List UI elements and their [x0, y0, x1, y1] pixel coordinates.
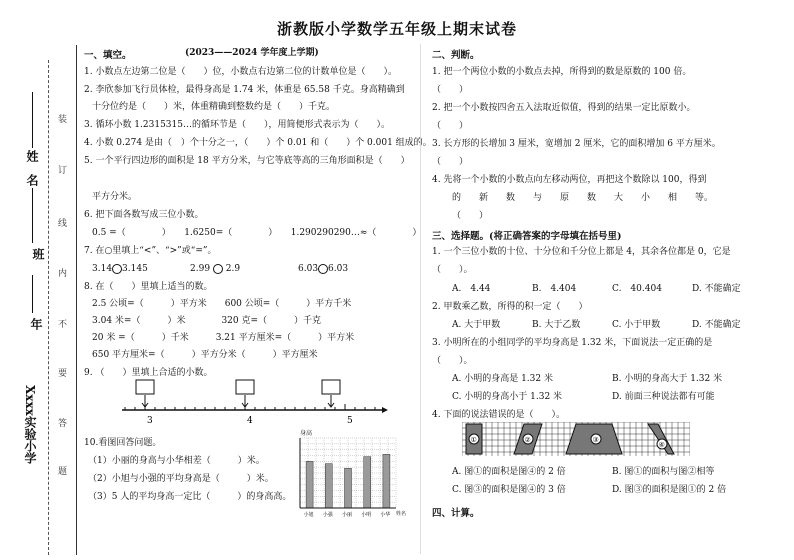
fill-q8-row2: 3.04 米=（ ）米 320 克=（ ）千克 [92, 316, 322, 326]
fill-q10-1: （1）小丽的身高与小华相差（ ）米。 [88, 456, 265, 466]
answer-box[interactable] [236, 380, 254, 394]
judge-paren[interactable]: （ ） [452, 211, 489, 221]
fill-q10: 10.看图回答问题。 [84, 438, 162, 448]
bind-solid-line [76, 45, 77, 555]
chart-xlabel: 姓名 [396, 511, 407, 517]
fill-q5-cont: 平方分米。 [92, 192, 138, 202]
choice-paren[interactable]: （ ）。 [432, 265, 473, 275]
bind-char: 订 [58, 166, 68, 176]
bind-char: 答 [58, 419, 68, 429]
chart-bar [325, 464, 332, 508]
bind-char: 要 [58, 369, 68, 379]
chart-bar [364, 457, 371, 508]
number-line [110, 378, 390, 428]
fill-q10-2: （2）小旭与小强的平均身高是（ ）米。 [88, 474, 274, 484]
chart-category-label: 小强 [322, 512, 333, 518]
choice-option: A. 大于甲数 [452, 320, 501, 330]
choice-q1: 1. 一个三位小数的十位、十分位和千分位上都是 4，其余各位都是 0，它是 [432, 247, 731, 257]
answer-box[interactable] [136, 380, 154, 394]
name-line [32, 92, 33, 148]
compare-item-1: 3.14 3.145 [92, 264, 148, 274]
chart-bar [306, 461, 313, 508]
fill-q8-row3: 20 米 =（ ）千米 3.21 平方厘米=（ ）平方米 [92, 333, 355, 343]
judge-q2: 2. 把一个小数按四舍五入法取近似值，得到的结果一定比原数小。 [432, 103, 696, 113]
side-grade-label: 年 [29, 318, 43, 330]
compare-circle[interactable] [213, 264, 223, 274]
tick-label: 4 [247, 416, 253, 426]
choice-option: A. 图①的面积是图④的 2 倍 [452, 467, 566, 477]
fill-q6-items: 0.5 =（ ） 1.6250=（ ） 1.290290290…≈（ ） [92, 228, 422, 238]
page-title: 浙教版小学数学五年级上期末试卷 [276, 20, 517, 38]
shape-label: ④ [658, 441, 665, 449]
choice-option: B. 大于乙数 [532, 320, 581, 330]
chart-bar [383, 454, 390, 508]
shapes-grid-figure [462, 422, 690, 458]
tick-group [125, 404, 375, 410]
shape-label: ③ [592, 436, 599, 444]
choice-option: D. 前面三种说法都有可能 [612, 392, 715, 402]
choice-option: A. 小明的身高是 1.32 米 [452, 374, 553, 384]
judge-q4-cont: 的 新 数 与 原 数 大 小 相 等。 [452, 193, 714, 203]
side-name-label: 姓 名 [25, 150, 39, 186]
tick-label: 5 [347, 416, 353, 426]
choice-paren[interactable]: （ ）。 [432, 356, 473, 366]
fill-q8-row4: 650 平方厘米=（ ）平方分米（ ）平方厘米 [92, 350, 318, 360]
choice-option: D. 不能确定 [692, 284, 741, 294]
fill-q4: 4. 小数 0.274 是由（ ）个十分之一，（ ）个 0.01 和（ ）个 0.001 组成的。 [84, 138, 432, 148]
bind-char: 不 [58, 320, 68, 330]
fill-q2-cont: 十分位约是（ ）米，体重精确到整数约是（ ）千克。 [92, 102, 336, 112]
side-school-label: Xxxx实验小学 [23, 385, 37, 464]
tick-label: 3 [147, 416, 153, 426]
bind-char: 题 [58, 467, 68, 477]
choice-option: C. 40.404 [612, 284, 662, 294]
section-fill-blank: 一、填空。 [84, 50, 132, 61]
compare-item-2: 2.99 2.9̇ [190, 264, 241, 274]
fill-q2: 2. 李欣参加飞行员体检，最得身高是 1.74 米，体重是 65.58 千克。身高精确到 [84, 85, 405, 95]
choice-option: D. 不能确定 [692, 320, 741, 330]
school-year: (2023——2024 学年度上学期) [185, 48, 319, 58]
choice-option: C. 图③的面积是图④的 3 倍 [452, 485, 566, 495]
fill-q10-3: （3）5 人的平均身高一定比（ ）的身高高。 [88, 492, 292, 502]
bind-char: 装 [58, 115, 68, 125]
grade-line [32, 275, 33, 313]
judge-q3: 3. 长方形的长增加 3 厘米，宽增加 2 厘米，它的面积增加 6 平方厘米。 [432, 139, 721, 149]
choice-option: B. 图①的面积与图②相等 [612, 467, 715, 477]
chart-category-label: 小华 [380, 512, 391, 518]
chart-category-label: 小明 [361, 512, 372, 518]
choice-option: C. 小于甲数 [612, 320, 661, 330]
section-judge: 二、判断。 [432, 50, 480, 61]
judge-paren[interactable]: （ ） [432, 85, 469, 95]
height-bar-chart [284, 428, 410, 520]
compare-circle[interactable] [318, 264, 328, 274]
section-calc: 四、计算。 [432, 508, 480, 519]
fill-q8-row1: 2.5 公顷=（ ）平方米 600 公顷=（ ）平方千米 [92, 299, 352, 309]
compare-item-3: 6.0̇3̇ 6.0̇3 [298, 264, 349, 274]
choice-q3: 3. 小明所在的小组同学的平均身高是 1.32 米，下面说法一定正确的是 [432, 338, 713, 348]
fill-q8: 8. 在（ ）里填上适当的数。 [84, 282, 213, 292]
bind-char: 线 [58, 219, 68, 229]
section-choice: 三、选择题。(将正确答案的字母填在括号里) [432, 231, 622, 242]
choice-option: D. 图③的面积是图①的 2 倍 [612, 485, 727, 495]
shape-label: ① [470, 436, 477, 444]
judge-q1: 1. 把一个两位小数的小数点去掉，所得到的数是原数的 100 倍。 [432, 67, 692, 77]
bind-dash-line-outer [48, 60, 49, 555]
fill-q7: 7. 在○里填上“<”、“>”或“=”。 [84, 246, 217, 256]
side-class-label: 班 [31, 248, 45, 260]
judge-q4: 4. 先将一个小数的小数点向左移动两位，再把这个数除以 100，得到 [432, 175, 707, 185]
fill-q9: 9. （ ）里填上合适的小数。 [84, 368, 213, 378]
fill-q1: 1. 小数点左边第二位是（ ）位，小数点右边第二位的计数单位是（ ）。 [84, 67, 397, 77]
fill-q5: 5. 一个平行四边形的面积是 18 平方分米，与它等底等高的三角形面积是（ ） [84, 156, 410, 166]
chart-title: 身高 [300, 430, 313, 437]
chart-category-label: 小丽 [342, 512, 353, 518]
choice-option: A. 4.44 [452, 284, 491, 294]
answer-box[interactable] [322, 380, 340, 394]
judge-paren[interactable]: （ ） [432, 121, 469, 131]
choice-q2: 2. 甲数乘乙数，所得的积一定（ ） [432, 302, 588, 312]
class-line [32, 188, 33, 243]
column-divider [420, 44, 421, 554]
fill-q6: 6. 把下面各数写成三位小数。 [84, 210, 204, 220]
bind-char: 内 [58, 269, 68, 279]
choice-option: B. 小明的身高大于 1.32 米 [612, 374, 723, 384]
chart-category-label: 小旭 [303, 512, 314, 518]
shape-label: ② [524, 436, 531, 444]
compare-circle[interactable] [112, 264, 122, 274]
choice-q4: 4. 下面的说法错误的是（ ）。 [432, 410, 565, 420]
chart-bar [345, 468, 352, 508]
fill-q3: 3. 循环小数 1.2315315…的循环节是（ ），用简便形式表示为（ ）。 [84, 120, 390, 130]
choice-option: B. 4.404 [532, 284, 577, 294]
judge-paren[interactable]: （ ） [432, 157, 469, 167]
choice-option: C. 小明的身高小于 1.32 米 [452, 392, 563, 402]
